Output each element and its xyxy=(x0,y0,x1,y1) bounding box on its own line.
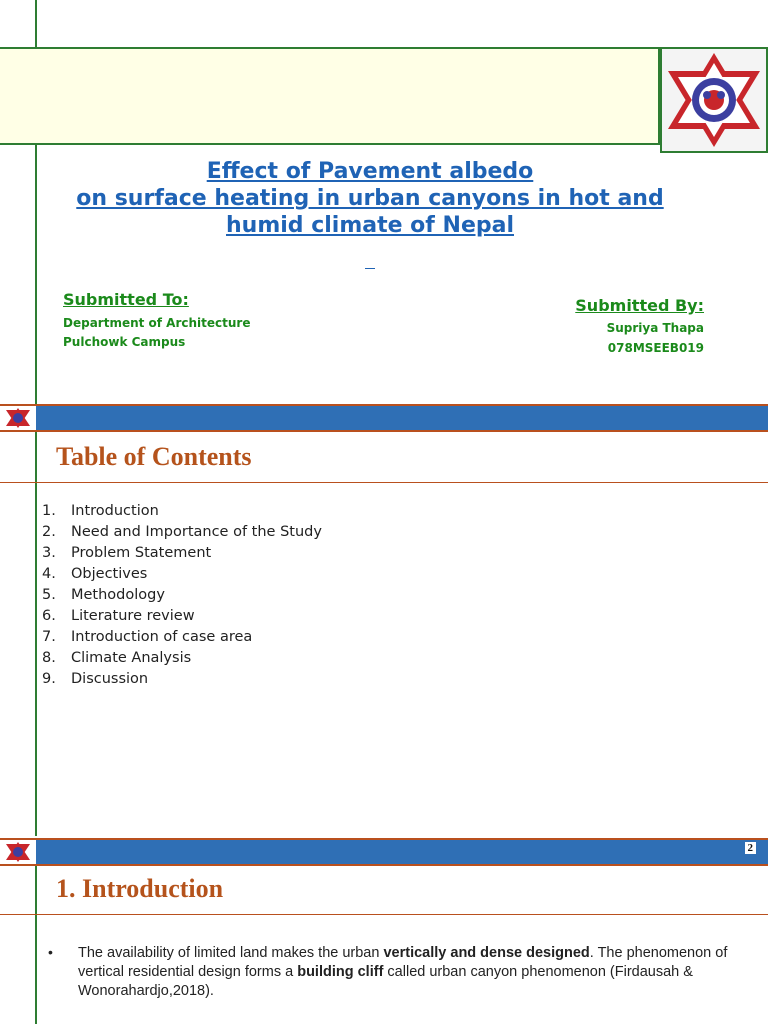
toc-item[interactable] xyxy=(42,648,322,669)
bar-logo xyxy=(0,840,36,864)
toc-item-label: Climate Analysis xyxy=(71,650,192,666)
toc-item-number: 5. xyxy=(42,587,56,603)
toc-item[interactable] xyxy=(42,585,322,606)
submitted-by-name: Supriya Thapa xyxy=(606,321,704,335)
toc-title: Table of Contents xyxy=(56,442,252,471)
toc-item[interactable] xyxy=(42,606,322,627)
toc-item-number: 6. xyxy=(42,608,56,624)
title-underline-mark xyxy=(365,268,375,269)
toc-item-label: Introduction of case area xyxy=(71,629,253,645)
toc-item-number: 1. xyxy=(42,503,56,519)
toc-item-number: 9. xyxy=(42,671,56,687)
toc-item-label: Objectives xyxy=(71,566,148,582)
title-line-3: humid climate of Nepal xyxy=(226,213,514,238)
toc-item-number: 8. xyxy=(42,650,56,666)
toc-item-number: 7. xyxy=(42,629,56,645)
toc-title-rule xyxy=(0,482,768,483)
toc-item-number: 2. xyxy=(42,524,56,540)
slide-3-header-bar xyxy=(0,838,768,866)
toc-item[interactable] xyxy=(42,564,322,585)
title-line-1: Effect of Pavement albedo xyxy=(206,159,534,184)
intro-title-rule xyxy=(0,914,768,915)
toc-item-number: 3. xyxy=(42,545,56,561)
toc-item[interactable] xyxy=(42,669,322,690)
submitted-to-line-2: Pulchowk Campus xyxy=(63,335,186,349)
submitted-by-roll: 078MSEEB019 xyxy=(607,341,704,355)
slide-2-header-bar xyxy=(0,404,768,432)
toc-item[interactable] xyxy=(42,543,322,564)
intro-bold-2: building cliff xyxy=(297,964,384,980)
bar-logo xyxy=(0,406,36,430)
header-banner xyxy=(0,47,660,145)
toc-item[interactable] xyxy=(42,522,322,543)
toc-item-label: Methodology xyxy=(71,587,165,603)
submitted-to-line-1: Department of Architecture xyxy=(63,316,251,330)
left-margin-line-2 xyxy=(35,432,37,836)
toc-list xyxy=(42,501,322,690)
toc-item-label: Introduction xyxy=(71,503,159,519)
tu-star-logo-icon xyxy=(662,49,766,151)
intro-paragraph xyxy=(78,944,728,1001)
university-logo xyxy=(660,47,768,153)
page-number: 2 xyxy=(745,842,757,854)
tu-star-small-icon xyxy=(0,840,36,864)
submitted-by-heading: Submitted By: xyxy=(575,296,704,315)
toc-item[interactable] xyxy=(42,627,322,648)
intro-text-1: The availability of limited land makes the urban xyxy=(78,945,384,961)
intro-text-2: . The phenomenon of vertical residential design forms a xyxy=(78,945,728,980)
toc-item-label: Discussion xyxy=(71,671,149,687)
intro-title: 1. Introduction xyxy=(56,874,224,903)
toc-item[interactable] xyxy=(42,501,322,522)
toc-item-number: 4. xyxy=(42,566,56,582)
toc-item-label: Problem Statement xyxy=(71,545,212,561)
toc-item-label: Literature review xyxy=(71,608,195,624)
presentation-title xyxy=(40,158,700,239)
submitted-to-heading: Submitted To: xyxy=(63,290,189,309)
bullet-icon: • xyxy=(48,944,53,960)
toc-item-label: Need and Importance of the Study xyxy=(71,524,322,540)
tu-star-small-icon xyxy=(0,406,36,430)
left-margin-line-3 xyxy=(35,866,37,1024)
intro-text-3: called urban canyon phenomenon (Firdausah & Wonorahardjo,2018). xyxy=(78,964,693,999)
title-line-2: on surface heating in urban canyons in hot and xyxy=(76,186,664,211)
intro-bold-1: vertically and dense designed xyxy=(383,945,590,961)
